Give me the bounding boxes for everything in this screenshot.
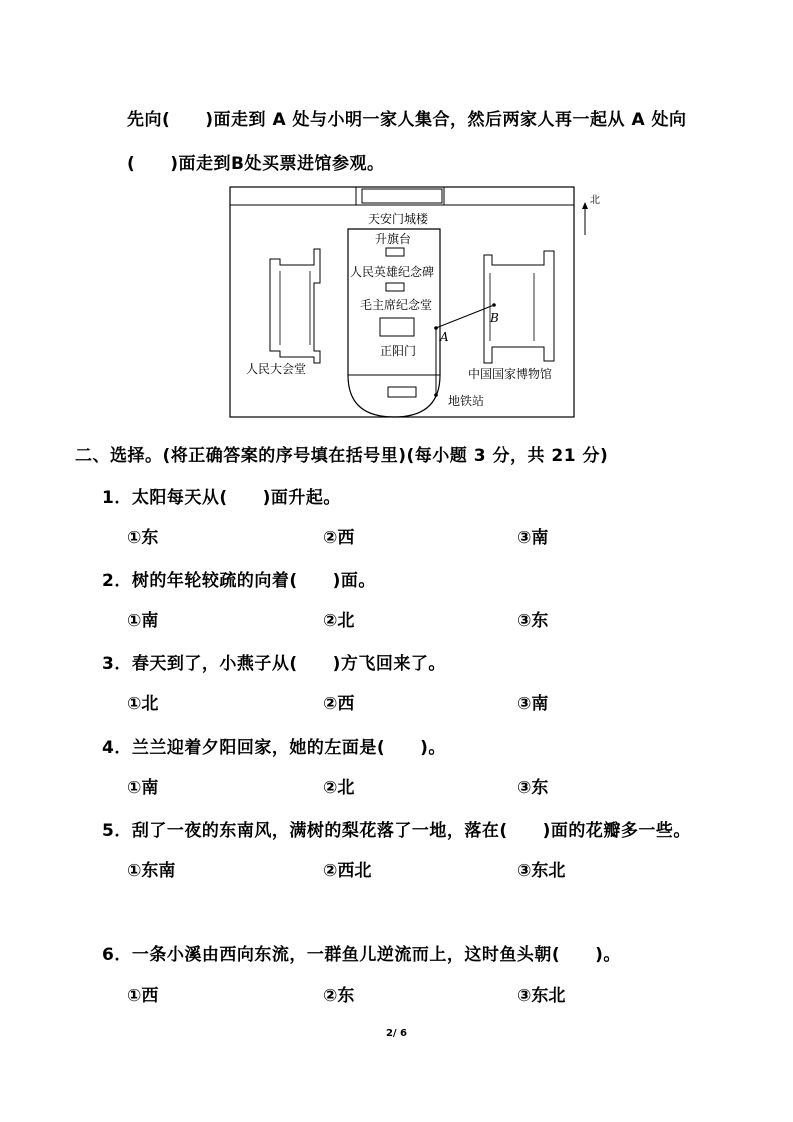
mausoleum-shape [380,318,414,336]
option-c[interactable]: ③南 [517,694,549,714]
route-line [436,305,494,395]
option-b[interactable]: ②北 [323,778,355,798]
option-c[interactable]: ③东北 [517,986,566,1006]
option-c[interactable]: ③东 [517,778,549,798]
option-c[interactable]: ③东 [517,611,549,631]
central-square [348,229,440,417]
option-b[interactable]: ②西北 [323,861,372,881]
option-a[interactable]: ①北 [127,694,159,714]
museum-label: 中国国家博物馆 [468,367,553,381]
option-a[interactable]: ①东 [127,528,159,548]
question-text: 5．刮了一夜的东南风，满树的梨花落了一地，落在( )面的花瓣多一些。 [102,821,691,841]
intro-line-1: 先向( )面走到 A 处与小明一家人集合，然后两家人再一起从 A 处向 [127,110,687,130]
flag-label: 升旗台 [375,232,412,246]
option-c[interactable]: ③东北 [517,861,566,881]
tiananmen-square-map [228,185,608,421]
option-b[interactable]: ②东 [323,986,355,1006]
tiananmen-gate-shape [362,189,442,203]
question-text: 6．一条小溪由西向东流，一群鱼儿逆流而上，这时鱼头朝( )。 [102,945,621,965]
option-c[interactable]: ③南 [517,528,549,548]
zhengyangmen-label: 正阳门 [380,344,417,358]
option-a[interactable]: ①西 [127,986,159,1006]
subway-label: 地铁站 [448,394,485,408]
option-b[interactable]: ②西 [323,694,355,714]
mausoleum-label: 毛主席纪念堂 [360,298,433,312]
question-text: 1．太阳每天从( )面升起。 [102,488,341,508]
monument-shape [386,283,404,291]
zhengyangmen-shape [388,387,416,397]
question-text: 3．春天到了，小燕子从( )方飞回来了。 [102,654,446,674]
option-b[interactable]: ②北 [323,611,355,631]
point-b-label: B [490,311,499,325]
tiananmen-label: 天安门城楼 [368,212,429,226]
point-a-label: A [440,330,449,344]
museum-shape [484,251,554,363]
section-2-heading: 二、选择。(将正确答案的序号填在括号里)(每小题 3 分，共 21 分) [75,446,609,466]
great-hall-label: 人民大会堂 [246,362,307,376]
question-text: 4．兰兰迎着夕阳回家，她的左面是( )。 [102,738,446,758]
option-b[interactable]: ②西 [323,528,355,548]
great-hall-shape [270,249,320,363]
north-label: 北 [590,195,600,206]
option-a[interactable]: ①东南 [127,861,176,881]
monument-label: 人民英雄纪念碑 [350,265,435,279]
question-text: 2．树的年轮较疏的向着( )面。 [102,571,376,591]
intro-line-2: ( )面走到B处买票进馆参观。 [127,154,385,174]
option-a[interactable]: ①南 [127,778,159,798]
page-number: 2/ 6 [385,1028,408,1039]
option-a[interactable]: ①南 [127,611,159,631]
flag-platform-shape [386,248,404,256]
